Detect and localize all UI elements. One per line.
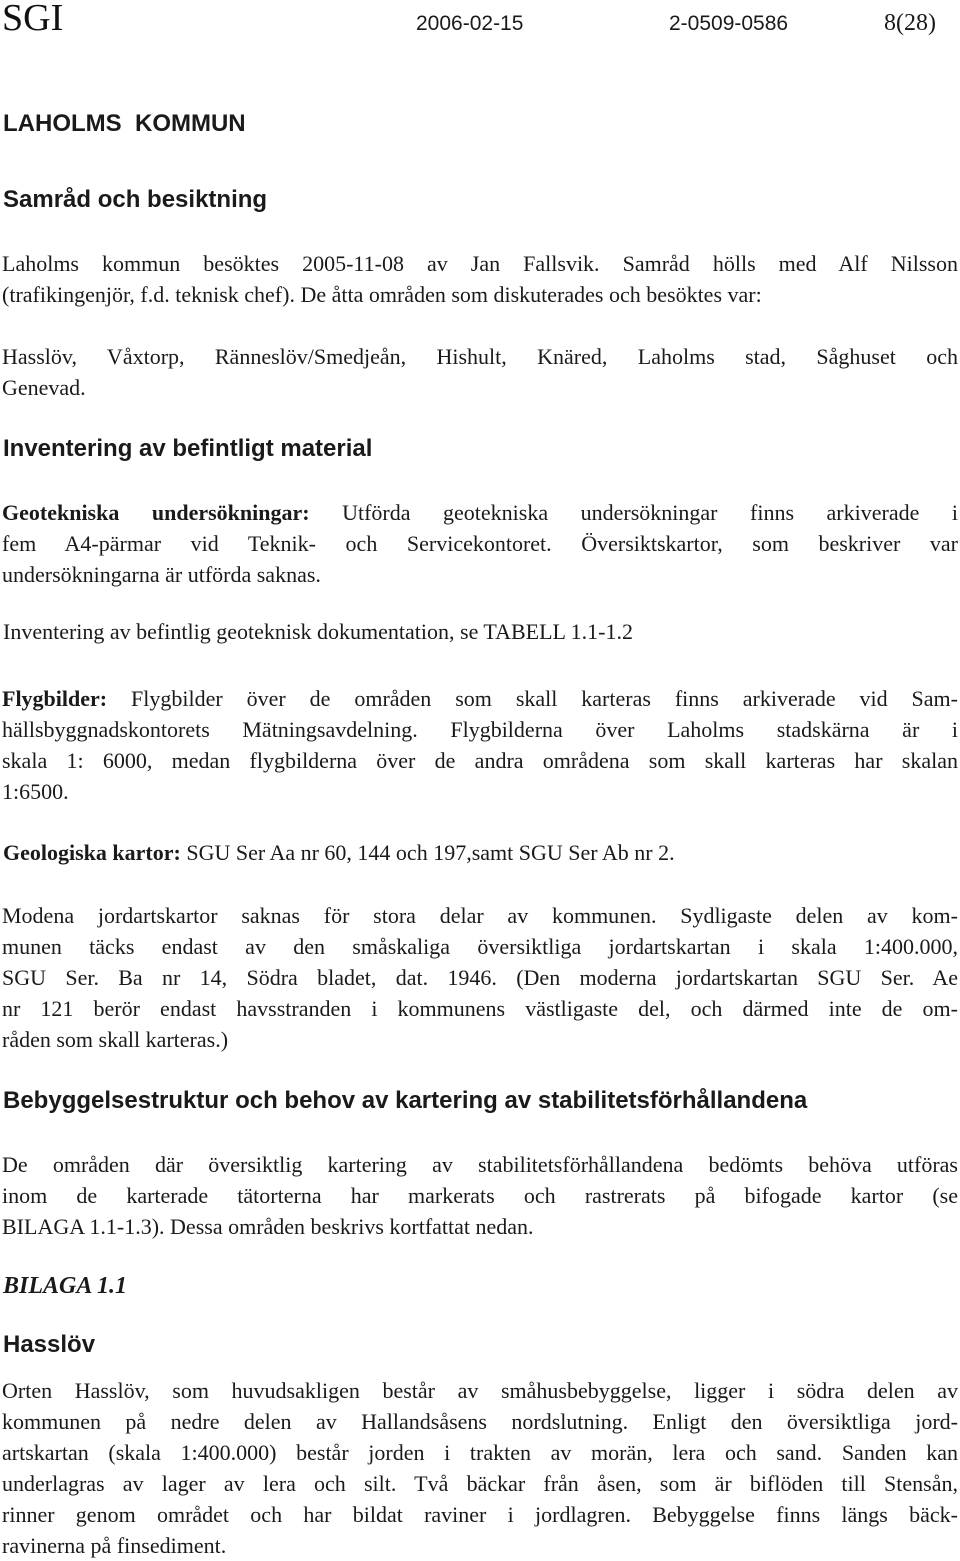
text-line: undersökningarna är utförda saknas. [2, 562, 321, 587]
geological-maps-line [3, 840, 675, 866]
geological-maps-text: SGU Ser Aa nr 60, 144 och 197,samt SGU Ser Ab nr 2. [180, 840, 675, 865]
geotechnical-text: Utförda geotekniska undersökningar finns arkiverade i [309, 500, 958, 525]
text-line: Orten Hasslöv, som huvudsakligen består av småhusbebyggelse, ligger i södra delen av [2, 1378, 958, 1403]
text-line: kommunen på nedre delen av Hallandsåsens nordslutning. Enligt den översiktliga jord- [2, 1409, 958, 1434]
geological-maps-lead: Geologiska kartor: [3, 840, 181, 865]
text-line: ravinerna på finsediment. [2, 1533, 227, 1558]
document-date: 2006-02-15 [416, 12, 524, 35]
hasslov-paragraph [2, 1375, 958, 1561]
text-line: fem A4-pärmar vid Teknik- och Servicekontoret. Översiktskartor, som beskriver var [2, 531, 958, 556]
text-line: Modena jordartskartor saknas för stora delar av kommunen. Sydligaste delen av kom- [2, 903, 958, 928]
geotechnical-lead: Geotekniska undersökningar: [2, 500, 310, 525]
text-line: artskartan (skala 1:400.000) består jorden i trakten av morän, lera och sand. Sanden kan [2, 1440, 958, 1465]
areas-paragraph [2, 341, 958, 403]
text-line: 1:6500. [2, 779, 69, 804]
text-line [2, 683, 958, 714]
text-line: inom de karterade tätorterna har markerats och rastrerats på bifogade kartor (se [2, 1183, 958, 1208]
sgi-logo: SGI [2, 0, 64, 39]
text-line: BILAGA 1.1-1.3). Dessa områden beskrivs kortfattat nedan. [2, 1214, 534, 1239]
inventory-reference-line: Inventering av befintlig geoteknisk dokumentation, se TABELL 1.1-1.2 [3, 619, 633, 644]
appendix-label: BILAGA 1.1 [3, 1273, 128, 1299]
settlement-structure-heading: Bebyggelsestruktur och behov av kartering av stabilitetsförhållandena [3, 1087, 808, 1114]
text-line: Hasslöv, Våxtorp, Ränneslöv/Smedjeån, Hishult, Knäred, Laholms stad, Såghuset och [2, 344, 958, 369]
text-line: nr 121 berör endast havsstranden i kommunens västligaste del, och därmed inte de om- [2, 996, 958, 1021]
text-line: (trafikingenjör, f.d. teknisk chef). De åtta områden som diskuterades och besöktes var: [2, 282, 762, 307]
text-line: SGU Ser. Ba nr 14, Södra bladet, dat. 1946. (Den moderna jordartskartan SGU Ser. Ae [2, 965, 958, 990]
text-line: underlagras av lager av lera och silt. Två bäckar från åsen, som är biflöden till Stensån, [2, 1471, 958, 1496]
consultation-heading: Samråd och besiktning [3, 186, 268, 213]
text-line: rinner genom området och har bildat raviner i jordlagren. Bebyggelse finns längs bäck- [2, 1502, 958, 1527]
municipality-title: LAHOLMS KOMMUN [3, 110, 246, 137]
document-reference: 2-0509-0586 [669, 12, 789, 35]
text-line: munen täcks endast av den småskaliga översiktliga jordartskartan i skala 1:400.000, [2, 934, 958, 959]
settlement-structure-paragraph [2, 1149, 958, 1242]
hasslov-heading: Hasslöv [3, 1331, 96, 1358]
soil-maps-paragraph [2, 900, 958, 1055]
aerial-photos-lead: Flygbilder: [2, 686, 108, 711]
text-line: råden som skall karteras.) [2, 1027, 229, 1052]
text-line: hällsbyggnadskontorets Mätningsavdelning. Flygbilderna över Laholms stadskärna är i [2, 717, 958, 742]
text-line: skala 1: 6000, medan flygbilderna över de andra områdena som skall karteras har skalan [2, 748, 958, 773]
consultation-paragraph [2, 248, 958, 310]
aerial-photos-text: Flygbilder över de områden som skall karteras finns arkiverade vid Sam- [107, 686, 958, 711]
inventory-heading: Inventering av befintligt material [3, 435, 373, 462]
page-number: 8(28) [884, 10, 936, 36]
geotechnical-paragraph [2, 497, 958, 590]
text-line: Laholms kommun besöktes 2005-11-08 av Jan Fallsvik. Samråd hölls med Alf Nilsson [2, 251, 958, 276]
text-line [2, 497, 958, 528]
text-line: De områden där översiktlig kartering av stabilitetsförhållandena bedömts behöva utföras [2, 1152, 958, 1177]
aerial-photos-paragraph [2, 683, 958, 807]
text-line: Genevad. [2, 375, 86, 400]
